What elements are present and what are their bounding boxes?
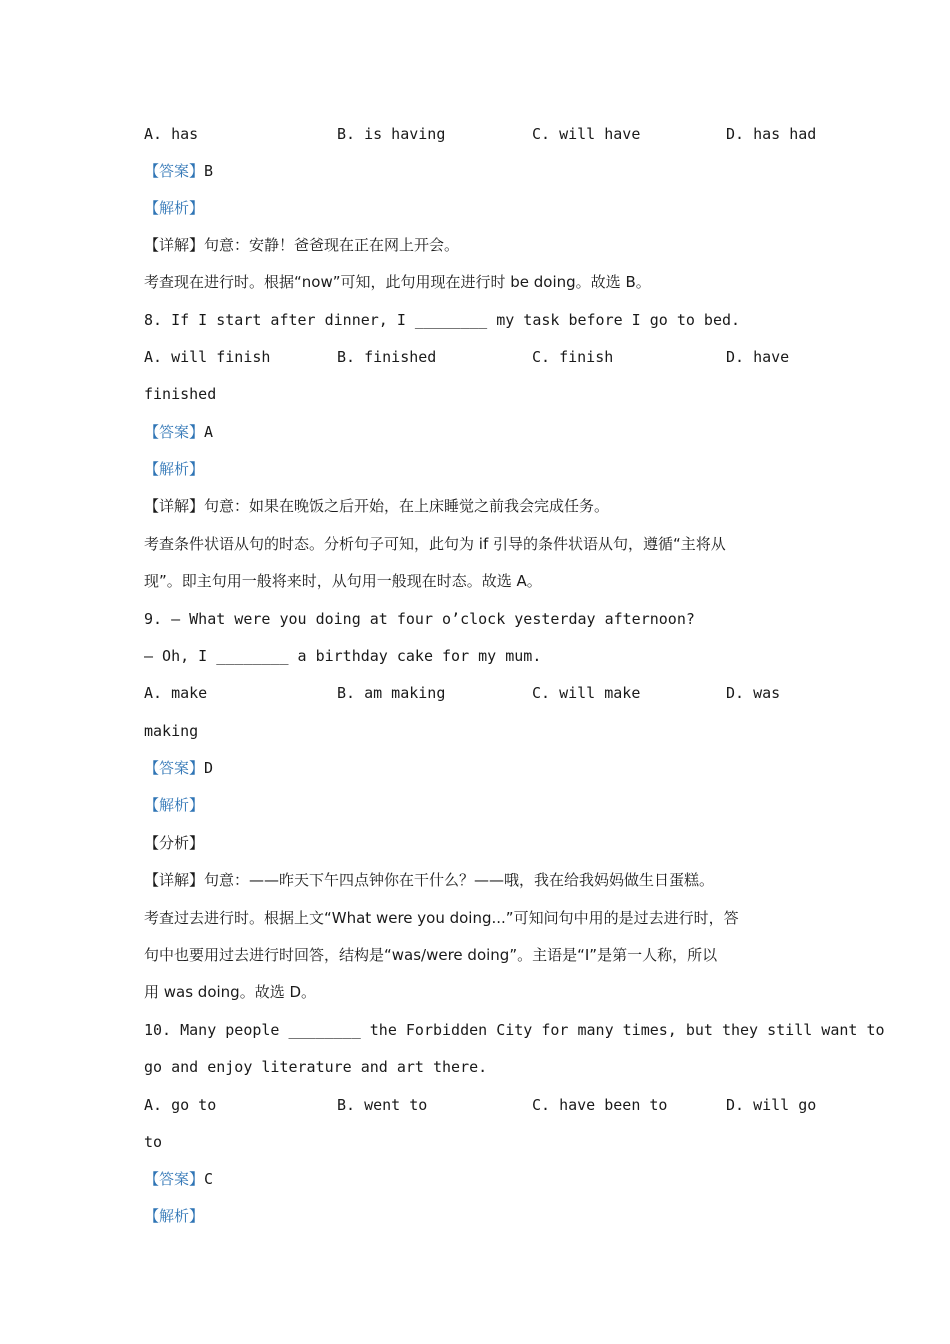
- q10-answer: [144, 1167, 814, 1191]
- q7-analysis-tag: 【解析】: [144, 199, 205, 217]
- q9-question-line1: 9. — What were you doing at four o’clock yesterday afternoon?: [144, 610, 695, 628]
- q7-explain: 考查现在进行时。根据“now”可知，此句用现在进行时 be doing。故选 B。: [144, 273, 651, 291]
- detail-text: 句意：如果在晚饭之后开始，在上床睡觉之前我会完成任务。: [204, 497, 610, 515]
- q7-detail: [144, 233, 814, 257]
- q8-answer: [144, 420, 814, 444]
- option-c: C. will have: [532, 125, 641, 143]
- q8-question: 8. If I start after dinner, I ________ my task before I go to bed.: [144, 311, 741, 329]
- q8-options: [0, 345, 950, 369]
- detail-tag: 【详解】: [144, 871, 205, 889]
- option-c: C. finish: [532, 348, 614, 366]
- answer-value: A: [204, 423, 214, 441]
- q8-detail: [144, 494, 814, 518]
- option-b: B. am making: [337, 684, 446, 702]
- option-a: A. go to: [144, 1096, 217, 1114]
- answer-tag: 【答案】: [144, 162, 205, 180]
- detail-text: 句意：——昨天下午四点钟你在干什么？——哦，我在给我妈妈做生日蛋糕。: [204, 871, 715, 889]
- option-d: D. has had: [726, 125, 817, 143]
- q8-explain-line1: 考查条件状语从句的时态。分析句子可知，此句为 if 引导的条件状语从句，遵循“主将从: [144, 535, 726, 553]
- option-b: B. is having: [337, 125, 446, 143]
- option-a: A. has: [144, 125, 199, 143]
- detail-text: 句意：安静！爸爸现在正在网上开会。: [204, 236, 460, 254]
- q9-answer: [144, 756, 814, 780]
- q10-question-line1: 10. Many people ________ the Forbidden City for many times, but they still want to: [144, 1021, 885, 1039]
- answer-tag: 【答案】: [144, 423, 205, 441]
- q7-options: [0, 122, 950, 146]
- q9-analysis-tag: 【解析】: [144, 796, 205, 814]
- q9-analysis2-tag: 【分析】: [144, 834, 205, 852]
- q8-explain-line2: 现”。即主句用一般将来时，从句用一般现在时态。故选 A。: [144, 572, 542, 590]
- option-c: C. will make: [532, 684, 641, 702]
- q9-explain-line3: 用 was doing。故选 D。: [144, 983, 317, 1001]
- option-c: C. have been to: [532, 1096, 668, 1114]
- answer-value: D: [204, 759, 214, 777]
- q10-options: [0, 1093, 950, 1117]
- answer-value: B: [204, 162, 214, 180]
- q10-question-line2: go and enjoy literature and art there.: [144, 1058, 488, 1076]
- option-d: D. was: [726, 684, 781, 702]
- q9-detail: [144, 868, 814, 892]
- q8-analysis-tag: 【解析】: [144, 460, 205, 478]
- option-a: A. make: [144, 684, 208, 702]
- q8-option-wrap: finished: [144, 385, 217, 403]
- q9-option-wrap: making: [144, 722, 199, 740]
- detail-tag: 【详解】: [144, 236, 205, 254]
- option-d: D. will go: [726, 1096, 817, 1114]
- q7-answer: [144, 159, 814, 183]
- option-b: B. finished: [337, 348, 437, 366]
- answer-tag: 【答案】: [144, 1170, 205, 1188]
- option-a: A. will finish: [144, 348, 271, 366]
- q10-option-wrap: to: [144, 1133, 163, 1151]
- q10-analysis-tag: 【解析】: [144, 1207, 205, 1225]
- q9-explain-line1: 考查过去进行时。根据上文“What were you doing...”可知问句中用的是过去进行时，答: [144, 909, 739, 927]
- detail-tag: 【详解】: [144, 497, 205, 515]
- option-d: D. have: [726, 348, 790, 366]
- option-b: B. went to: [337, 1096, 428, 1114]
- answer-tag: 【答案】: [144, 759, 205, 777]
- q9-explain-line2: 句中也要用过去进行时回答，结构是“was/were doing”。主语是“I”是第一人称，所以: [144, 946, 718, 964]
- q9-question-line2: — Oh, I ________ a birthday cake for my mum.: [144, 647, 542, 665]
- answer-value: C: [204, 1170, 214, 1188]
- q9-options: [0, 681, 950, 705]
